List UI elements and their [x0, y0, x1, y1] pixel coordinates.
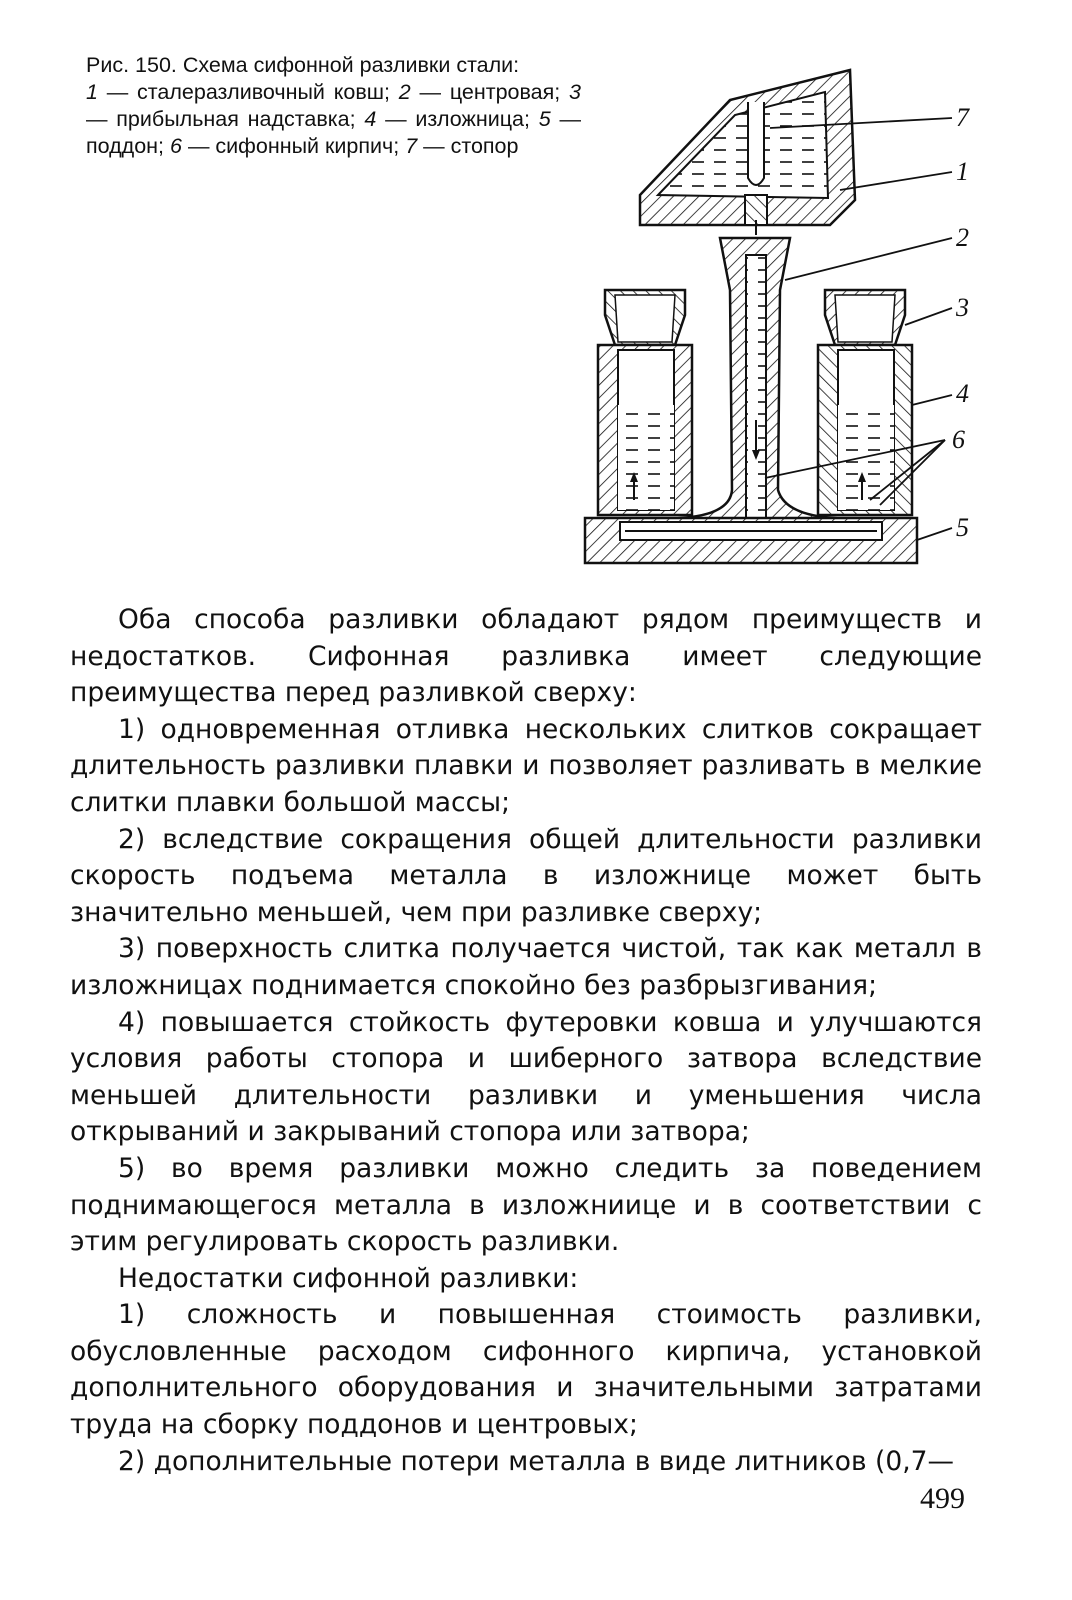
legend-number: 7	[399, 134, 418, 158]
paragraph: 1) сложность и повышенная стоимость разливки, обусловленные расходом сифонного кирпича, установкой дополнительного оборудования и значительными затратами труда на сборку поддонов и центровых;	[70, 1299, 982, 1441]
paragraph: Недостатки сифонной разливки:	[118, 1262, 579, 1294]
label-1: 1	[956, 157, 969, 186]
paragraph: 3) поверхность слитка получается чистой, так как металл в изложницах поднимается спокойно без разбрызгивания;	[70, 933, 982, 1001]
paragraph: Оба способа разливки обладают рядом преимуществ и недостатков. Сифонная разливка имеет следующие преимущества перед разливкой сверху:	[70, 604, 982, 709]
page-number: 499	[920, 1482, 965, 1515]
left-mould	[598, 290, 692, 515]
paragraph: 2) вследствие сокращения общей длительности разливки скорость подъема металла в изложнице может быть значительно меньшей, чем при разливке сверху;	[70, 823, 982, 928]
label-6: 6	[952, 425, 965, 454]
label-2: 2	[956, 223, 969, 252]
paragraph: 5) во время разливки можно следить за поведением поднимающегося металла в изложниице и в соответствии с этим регулировать скорость разливки.	[70, 1152, 982, 1258]
paragraph: 2) дополнительные потери металла в виде литников (0,7—	[118, 1445, 955, 1477]
legend-text: — сталеразливочный ковш;	[97, 80, 390, 104]
legend-text: — изложница;	[376, 107, 530, 131]
legend-number: 4	[355, 107, 377, 131]
legend-text: — центровая;	[410, 80, 561, 104]
caption-legend	[86, 80, 581, 158]
legend-number: 3	[560, 80, 582, 104]
main-text	[70, 602, 982, 1480]
legend-number: 6	[164, 134, 182, 158]
legend-number: 5	[529, 107, 551, 131]
right-mould	[818, 290, 912, 515]
legend-number: 2	[389, 80, 411, 104]
label-7: 7	[956, 103, 969, 132]
caption-title: Рис. 150. Схема сифонной разливки стали:	[86, 53, 520, 77]
legend-text: — сифонный кирпич;	[181, 134, 400, 158]
legend-text: — поддон;	[86, 107, 581, 158]
label-3: 3	[956, 293, 969, 322]
siphon-casting-diagram	[580, 60, 980, 580]
bottom-plate	[585, 518, 917, 563]
legend-text: — стопор	[417, 134, 519, 158]
paragraph: 1) одновременная отливка нескольких слитков сокращает длительность разливки плавки и позволяет разливать в мелкие слитки плавки большой массы;	[70, 713, 982, 818]
figure-caption	[86, 52, 581, 160]
legend-number: 1	[86, 80, 98, 104]
label-5: 5	[956, 513, 969, 542]
paragraph: 4) повышается стойкость футеровки ковша и улучшаются условия работы стопора и шиберного затвора вследствие меньшей длительности разливки и уменьшения числа открываний и закрываний стопора или затвора;	[70, 1006, 982, 1148]
diagram-labels	[952, 103, 970, 542]
legend-text: — прибыльная надставка;	[86, 107, 356, 131]
label-4: 4	[956, 379, 969, 408]
